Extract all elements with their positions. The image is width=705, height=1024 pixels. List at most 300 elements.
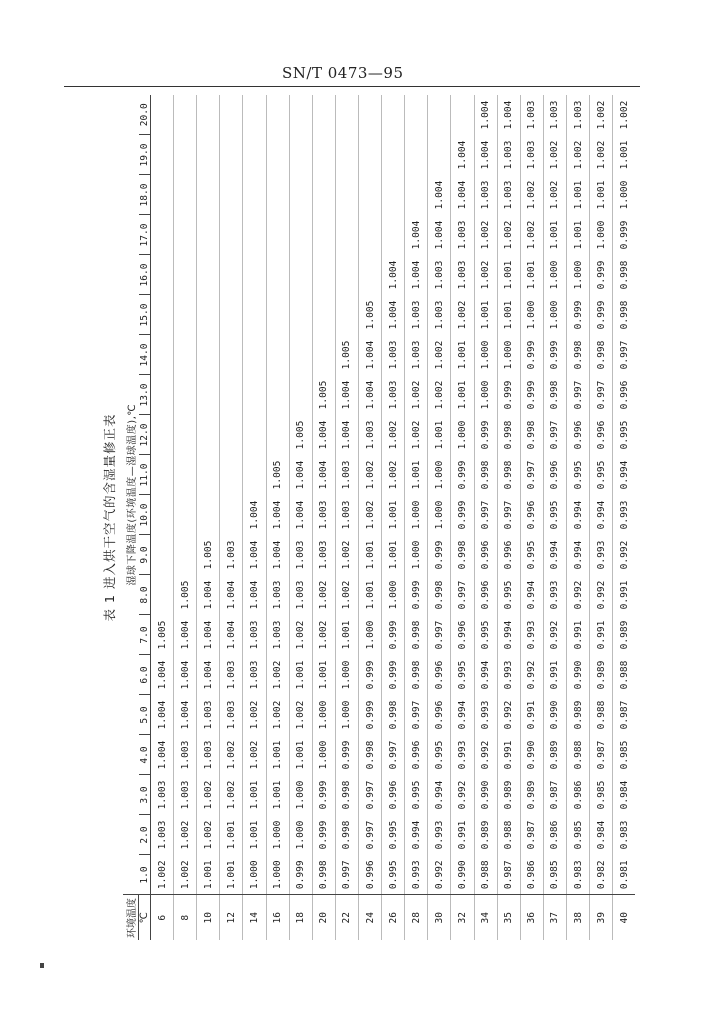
table-cell (151, 415, 174, 455)
table-cell: 0.996 (520, 495, 543, 535)
table-cell: 1.001 (405, 455, 428, 495)
table-cell: 0.991 (497, 735, 520, 775)
table-cell: 1.003 (312, 535, 335, 575)
table-cell: 0.990 (566, 655, 589, 695)
table-cell (220, 495, 243, 535)
table-cell (220, 295, 243, 335)
table-cell (197, 95, 220, 135)
row-temperature: 32 (451, 895, 474, 940)
table-cell: 1.000 (566, 255, 589, 295)
table-cell: 1.002 (590, 135, 613, 175)
table-cell (151, 575, 174, 615)
table-cell: 0.998 (428, 575, 451, 615)
column-header: 8.0 (139, 575, 151, 615)
table-cell: 0.995 (451, 655, 474, 695)
column-header-row (139, 95, 151, 940)
column-header: 13.0 (139, 375, 151, 415)
table-cell: 0.998 (405, 655, 428, 695)
table-cell: 1.003 (335, 495, 358, 535)
table-cell: 0.985 (566, 815, 589, 855)
table-cell: 1.004 (266, 495, 289, 535)
table-row (428, 95, 451, 940)
table-cell: 1.004 (243, 495, 266, 535)
table-cell: 0.999 (358, 695, 381, 735)
table-row (197, 95, 220, 940)
table-cell: 0.997 (428, 615, 451, 655)
table-cell: 1.004 (382, 295, 405, 335)
table-cell: 1.001 (520, 255, 543, 295)
table-cell (151, 335, 174, 375)
table-cell: 1.003 (474, 175, 497, 215)
table-cell: 0.987 (497, 855, 520, 895)
column-header: 14.0 (139, 335, 151, 375)
row-temperature: 30 (428, 895, 451, 940)
table-cell: 1.004 (174, 695, 197, 735)
table-cell: 1.004 (197, 655, 220, 695)
table-cell: 1.005 (335, 335, 358, 375)
table-cell (289, 215, 312, 255)
table-row (590, 95, 613, 940)
table-row (243, 95, 266, 940)
table-cell: 0.993 (613, 495, 635, 535)
table-row (497, 95, 520, 940)
table-cell (151, 175, 174, 215)
table-cell: 0.997 (543, 415, 566, 455)
table-cell: 0.995 (613, 415, 635, 455)
table-cell (151, 215, 174, 255)
table-cell: 0.991 (590, 615, 613, 655)
table-cell: 1.005 (289, 415, 312, 455)
table-cell: 1.001 (566, 175, 589, 215)
table-cell: 1.005 (266, 455, 289, 495)
spec-header-row (123, 95, 139, 940)
table-cell: 0.998 (358, 735, 381, 775)
table-cell (151, 95, 174, 135)
table-cell (335, 135, 358, 175)
table-cell: 1.004 (335, 415, 358, 455)
table-cell (266, 415, 289, 455)
table-cell: 1.004 (474, 135, 497, 175)
table-cell (220, 415, 243, 455)
table-cell (289, 175, 312, 215)
table-cell: 1.001 (335, 615, 358, 655)
row-temperature: 16 (266, 895, 289, 940)
table-cell: 0.988 (613, 655, 635, 695)
table-row (174, 95, 197, 940)
table-cell: 1.001 (358, 535, 381, 575)
table-cell: 0.999 (312, 815, 335, 855)
table-cell (289, 255, 312, 295)
table-cell (266, 375, 289, 415)
table-cell: 1.003 (382, 335, 405, 375)
row-temperature: 6 (151, 895, 174, 940)
table-row (358, 95, 381, 940)
table-cell (289, 375, 312, 415)
table-cell: 1.000 (543, 295, 566, 335)
table-cell (428, 95, 451, 135)
table-cell: 0.992 (497, 695, 520, 735)
table-cell: 1.004 (220, 575, 243, 615)
table-cell: 0.992 (566, 575, 589, 615)
table-cell: 1.003 (497, 135, 520, 175)
table-cell: 0.990 (520, 735, 543, 775)
table-cell: 1.001 (382, 535, 405, 575)
table-cell: 1.000 (428, 495, 451, 535)
table-row (405, 95, 428, 940)
table-cell: 0.990 (543, 695, 566, 735)
table-cell: 1.003 (266, 615, 289, 655)
table-cell (312, 255, 335, 295)
table-cell (220, 135, 243, 175)
table-cell: 0.999 (451, 495, 474, 535)
table-cell: 1.001 (266, 735, 289, 775)
table-cell: 0.997 (590, 375, 613, 415)
table-cell: 1.004 (174, 615, 197, 655)
table-cell (220, 175, 243, 215)
row-temperature: 14 (243, 895, 266, 940)
table-cell: 0.997 (358, 775, 381, 815)
column-header: 9.0 (139, 535, 151, 575)
table-cell (358, 175, 381, 215)
table-cell: 0.986 (520, 855, 543, 895)
table-cell: 0.994 (474, 655, 497, 695)
table-cell: 1.001 (497, 295, 520, 335)
table-cell: 1.003 (220, 695, 243, 735)
table-cell: 0.996 (590, 415, 613, 455)
table-cell: 0.996 (451, 615, 474, 655)
table-cell: 1.003 (497, 175, 520, 215)
table-row (266, 95, 289, 940)
table-cell (451, 95, 474, 135)
column-header: 11.0 (139, 455, 151, 495)
table-cell (358, 255, 381, 295)
table-cell: 0.998 (613, 295, 635, 335)
table-cell: 1.002 (243, 695, 266, 735)
table-cell (243, 415, 266, 455)
table-cell: 1.004 (156, 660, 168, 690)
table-cell: 0.999 (520, 335, 543, 375)
table-cell: 0.991 (451, 815, 474, 855)
table-cell: 0.996 (358, 855, 381, 895)
table-cell (335, 295, 358, 335)
table-cell: 1.002 (520, 175, 543, 215)
table-cell: 1.000 (312, 695, 335, 735)
table-cell: 1.003 (266, 575, 289, 615)
table-cell: 0.998 (382, 695, 405, 735)
table-cell (174, 335, 197, 375)
table-cell (382, 215, 405, 255)
table-cell (382, 175, 405, 215)
table-cell: 0.999 (335, 735, 358, 775)
table-cell: 0.997 (566, 375, 589, 415)
table-cell: 0.996 (497, 535, 520, 575)
table-cell: 0.999 (405, 575, 428, 615)
page-mark (40, 963, 44, 968)
table-cell: 0.998 (405, 615, 428, 655)
table-cell (174, 135, 197, 175)
column-header: 15.0 (139, 295, 151, 335)
table-cell: 0.992 (451, 775, 474, 815)
table-cell: 1.003 (451, 215, 474, 255)
table-cell: 1.000 (335, 695, 358, 735)
table-cell: 1.004 (312, 455, 335, 495)
table-cell: 1.003 (197, 695, 220, 735)
table-cell: 0.999 (451, 455, 474, 495)
table-cell: 1.004 (358, 335, 381, 375)
table-cell: 1.003 (289, 575, 312, 615)
table-cell: 1.003 (312, 495, 335, 535)
table-cell: 1.002 (428, 375, 451, 415)
table-cell: 1.004 (497, 95, 520, 135)
table-cell: 0.989 (543, 735, 566, 775)
table-cell (151, 495, 174, 535)
table-cell: 1.000 (243, 855, 266, 895)
table-cell: 1.000 (520, 295, 543, 335)
table-cell (405, 175, 428, 215)
table-cell: 1.001 (428, 415, 451, 455)
table-cell: 0.999 (312, 775, 335, 815)
table-cell: 0.988 (590, 695, 613, 735)
table-cell: 0.992 (543, 615, 566, 655)
table-cell: 1.000 (451, 415, 474, 455)
table-cell: 0.983 (566, 855, 589, 895)
table-cell: 1.001 (451, 375, 474, 415)
table-cell: 1.005 (197, 535, 220, 575)
table-cell: 0.991 (543, 655, 566, 695)
table-cell: 1.003 (197, 735, 220, 775)
column-header: 12.0 (139, 415, 151, 455)
table-cell: 1.000 (289, 815, 312, 855)
table-cell: 0.992 (474, 735, 497, 775)
table-cell: 1.001 (266, 775, 289, 815)
table-cell: 1.000 (474, 335, 497, 375)
table-cell: 0.993 (451, 735, 474, 775)
table-cell (358, 135, 381, 175)
table-cell (289, 95, 312, 135)
table-cell: 0.982 (590, 855, 613, 895)
table-cell: 1.001 (613, 135, 635, 175)
table-cell: 1.001 (590, 175, 613, 215)
table-cell: 0.994 (451, 695, 474, 735)
column-header: 3.0 (139, 775, 151, 815)
table-cell (197, 135, 220, 175)
table-cell (174, 255, 197, 295)
table-cell: 1.004 (405, 215, 428, 255)
table-cell: 1.000 (613, 175, 635, 215)
table-cell: 1.002 (156, 860, 168, 890)
table-cell: 1.000 (405, 495, 428, 535)
table-cell: 0.994 (566, 495, 589, 535)
table-cell: 1.002 (358, 495, 381, 535)
table-cell: 1.004 (243, 575, 266, 615)
row-temperature: 18 (289, 895, 312, 940)
table-cell: 1.003 (289, 535, 312, 575)
table-cell: 1.002 (197, 815, 220, 855)
table-cell: 1.004 (266, 535, 289, 575)
ambient-temp-label: 环境温度 (123, 895, 139, 940)
table-cell (243, 375, 266, 415)
row-temperature: 22 (335, 895, 358, 940)
table-cell: 1.002 (289, 615, 312, 655)
table-cell (428, 135, 451, 175)
table-cell (312, 95, 335, 135)
table-cell (405, 95, 428, 135)
table-cell (382, 135, 405, 175)
table-cell: 1.005 (174, 575, 197, 615)
header-rule (64, 86, 640, 87)
table-cell: 0.990 (474, 775, 497, 815)
table-cell: 1.004 (428, 215, 451, 255)
column-header: 7.0 (139, 615, 151, 655)
table-cell (174, 215, 197, 255)
table-cell: 0.995 (382, 855, 405, 895)
table-cell: 0.998 (497, 415, 520, 455)
column-header: 1.0 (139, 855, 151, 895)
table-cell (151, 455, 174, 495)
table-cell: 1.004 (405, 255, 428, 295)
table-cell: 1.002 (266, 695, 289, 735)
table-cell: 1.002 (220, 775, 243, 815)
table-cell: 0.995 (474, 615, 497, 655)
table-cell (243, 135, 266, 175)
table-cell: 0.988 (474, 855, 497, 895)
row-temperature: 39 (590, 895, 613, 940)
table-cell: 1.000 (358, 615, 381, 655)
table-cell: 0.993 (474, 695, 497, 735)
table-cell: 0.990 (451, 855, 474, 895)
table-cell: 1.002 (382, 455, 405, 495)
row-temperature: 34 (474, 895, 497, 940)
table-cell: 1.005 (312, 375, 335, 415)
table-cell: 1.003 (243, 615, 266, 655)
table-row (289, 95, 312, 940)
table-cell: 0.993 (520, 615, 543, 655)
table-cell (197, 495, 220, 535)
table-cell: 1.002 (312, 615, 335, 655)
table-cell (151, 255, 174, 295)
table-cell: 0.983 (613, 815, 635, 855)
table-cell: 0.997 (335, 855, 358, 895)
table-cell: 0.985 (543, 855, 566, 895)
table-cell: 0.995 (428, 735, 451, 775)
table-cell (174, 495, 197, 535)
table-cell: 1.004 (289, 495, 312, 535)
table-cell: 1.004 (428, 175, 451, 215)
table-cell: 1.002 (451, 295, 474, 335)
table-cell: 0.989 (566, 695, 589, 735)
table-cell (382, 95, 405, 135)
table-cell: 0.997 (382, 735, 405, 775)
table-row (335, 95, 358, 940)
table-cell (266, 175, 289, 215)
table-cell: 1.001 (358, 575, 381, 615)
table-cell: 0.996 (543, 455, 566, 495)
table-cell (312, 335, 335, 375)
table-cell (266, 255, 289, 295)
table-cell (197, 255, 220, 295)
table-cell: 1.004 (156, 740, 168, 770)
table-cell: 1.000 (382, 575, 405, 615)
table-cell: 1.004 (382, 255, 405, 295)
table-cell: 1.002 (566, 135, 589, 175)
table-cell: 1.002 (497, 215, 520, 255)
table-cell: 0.985 (590, 775, 613, 815)
table-cell: 0.995 (543, 495, 566, 535)
table-cell (243, 455, 266, 495)
row-temperature: 10 (197, 895, 220, 940)
table-cell: 1.001 (566, 215, 589, 255)
table-cell: 1.004 (335, 375, 358, 415)
table-cell: 0.999 (289, 855, 312, 895)
table-cell: 0.994 (590, 495, 613, 535)
table-cell (243, 215, 266, 255)
table-cell: 0.999 (520, 375, 543, 415)
table-cell: 1.005 (358, 295, 381, 335)
table-cell (243, 95, 266, 135)
table-cell (335, 255, 358, 295)
table-cell: 0.998 (590, 335, 613, 375)
table-cell: 1.003 (243, 655, 266, 695)
table-cell: 0.988 (566, 735, 589, 775)
table-cell: 1.002 (312, 575, 335, 615)
table-cell: 0.999 (382, 615, 405, 655)
table-cell: 1.003 (220, 535, 243, 575)
table-cell: 1.000 (428, 455, 451, 495)
table-row (312, 95, 335, 940)
table-cell: 1.001 (243, 815, 266, 855)
table-cell: 1.002 (590, 95, 613, 135)
table-cell: 0.989 (613, 615, 635, 655)
table-cell: 0.998 (520, 415, 543, 455)
table-cell: 1.002 (266, 655, 289, 695)
table-cell: 0.998 (312, 855, 335, 895)
table-cell: 1.000 (590, 215, 613, 255)
table-cell (174, 415, 197, 455)
table-cell: 1.003 (382, 375, 405, 415)
table-cell: 1.002 (382, 415, 405, 455)
column-header: 20.0 (139, 95, 151, 135)
column-header: 2.0 (139, 815, 151, 855)
table-cell: 1.001 (543, 215, 566, 255)
table-cell (174, 535, 197, 575)
table-cell: 1.002 (474, 215, 497, 255)
table-cell (312, 215, 335, 255)
rotated-table-block (98, 95, 638, 940)
table-cell: 1.002 (174, 815, 197, 855)
table-cell: 0.989 (474, 815, 497, 855)
table-cell (312, 295, 335, 335)
table-cell: 0.984 (613, 775, 635, 815)
table-cell: 1.004 (312, 415, 335, 455)
table-cell: 1.002 (174, 855, 197, 895)
table-cell: 1.004 (220, 615, 243, 655)
row-temperature: 12 (220, 895, 243, 940)
row-temperature: 28 (405, 895, 428, 940)
table-cell: 0.987 (613, 695, 635, 735)
table-cell: 0.997 (497, 495, 520, 535)
table-cell: 0.999 (358, 655, 381, 695)
table-cell: 1.001 (220, 815, 243, 855)
row-temperature: 36 (520, 895, 543, 940)
table-cell: 0.995 (566, 455, 589, 495)
table-row (451, 95, 474, 940)
table-cell (220, 95, 243, 135)
column-header: 10.0 (139, 495, 151, 535)
table-cell: 1.002 (543, 135, 566, 175)
table-row (382, 95, 405, 940)
table-cell: 0.996 (428, 655, 451, 695)
table-cell: 0.995 (520, 535, 543, 575)
